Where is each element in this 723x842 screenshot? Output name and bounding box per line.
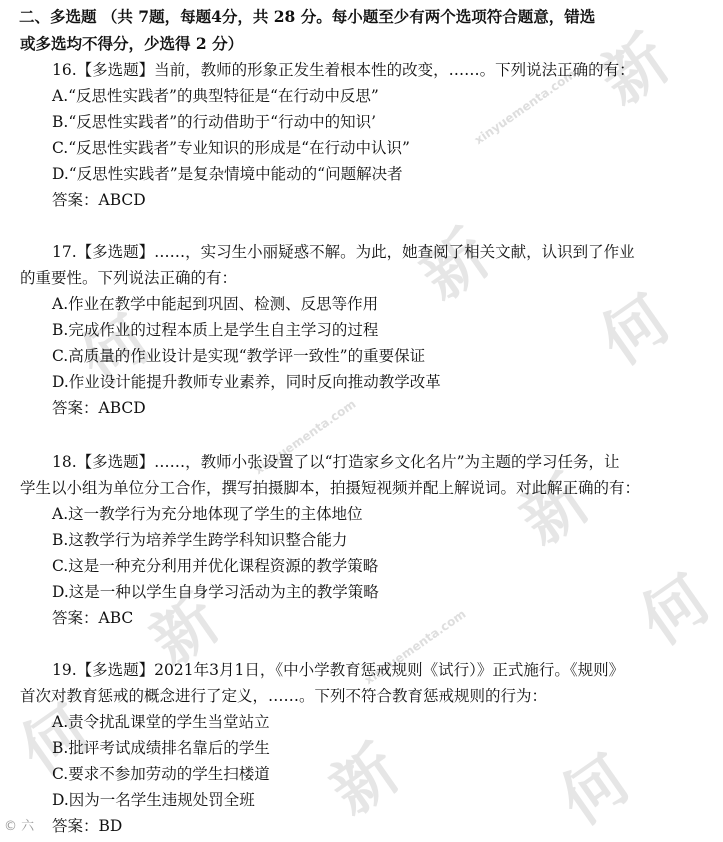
question-option: D.作业设计能提升教师专业素养，同时反向推动教学改革 xyxy=(52,373,441,391)
question-option: C.这是一种充分利用并优化课程资源的教学策略 xyxy=(52,557,379,575)
question-option: A.“反思性实践者”的典型特征是“在行动中反思” xyxy=(52,87,379,105)
question-answer: 答案：ABCD xyxy=(52,191,146,209)
watermark-glyph: 何 xyxy=(548,742,643,840)
watermark-glyph: 何 xyxy=(588,282,683,380)
watermark-glyph: 新 xyxy=(318,732,413,830)
logo-icon: © xyxy=(4,819,17,834)
question-option: D.因为一名学生违规处罚全班 xyxy=(52,791,255,809)
question-option: A.责令扰乱课堂的学生当堂站立 xyxy=(52,713,270,731)
watermark-glyph: 何 xyxy=(68,302,163,400)
question-option: B.批评考试成绩排名靠后的学生 xyxy=(52,739,270,757)
section-title-line: 二、多选题 （共 7题，每题4分，共 28 分。每小题至少有两个选项符合题意，错选 xyxy=(19,7,596,26)
question-option: C.要求不参加劳动的学生扫楼道 xyxy=(52,765,270,783)
section-title-line: 或多选均不得分，少选得 2 分） xyxy=(20,34,244,53)
question-stem: 的重要性。下列说法正确的有： xyxy=(20,269,238,287)
question-option: B.“反思性实践者”的行动借助于“行动中的知识’ xyxy=(52,113,377,131)
question-option: A.这一教学行为充分地体现了学生的主体地位 xyxy=(52,505,363,523)
question-stem: 首次对教育惩戒的概念进行了定义，……。下列不符合教育惩戒规则的行为： xyxy=(20,687,548,705)
question-answer: 答案：ABC xyxy=(52,609,134,627)
question-option: C.“反思性实践者”专业知识的形成是“在行动中认识” xyxy=(52,139,410,157)
question-option: D.“反思性实践者”是复杂情境中能动的“问题解决者 xyxy=(52,165,403,183)
question-stem: 19.【多选题】2021年3月1日，《中小学教育惩戒规则《试行）》正式施行。《规则》 xyxy=(52,661,625,679)
question-answer: 答案：BD xyxy=(52,817,123,835)
footer-logo xyxy=(4,816,34,838)
watermark-glyph: 新 xyxy=(508,462,603,560)
watermark-glyph: 新 xyxy=(408,217,503,315)
footer-logo-text: 六 xyxy=(21,819,35,834)
watermark-url: xinyuementa.com xyxy=(361,606,469,688)
question-option: B.完成作业的过程本质上是学生自主学习的过程 xyxy=(52,321,379,339)
question-answer: 答案：ABCD xyxy=(52,399,146,417)
question-stem: 学生以小组为单位分工合作，撰写拍摄脚本，拍摄短视频并配上解说词。对此解正确的有： xyxy=(20,479,641,497)
question-stem: 17.【多选题】……，实习生小丽疑惑不解。为此，她查阅了相关文献，认识到了作业 xyxy=(52,243,635,261)
question-option: A.作业在教学中能起到巩固、检测、反思等作用 xyxy=(52,295,379,313)
question-option: C.高质量的作业设计是实现“教学评一致性”的重要保证 xyxy=(52,347,426,365)
watermark-glyph: 新 xyxy=(138,582,233,680)
question-option: B.这教学行为培养学生跨学科知识整合能力 xyxy=(52,531,348,549)
watermark-glyph: 何 xyxy=(628,562,723,660)
question-stem: 18.【多选题】……，教师小张设置了以“打造家乡文化名片”为主题的学习任务，让 xyxy=(52,453,620,471)
watermark-url: xinyuementa.com xyxy=(251,396,359,478)
question-stem: 16.【多选题】当前，教师的形象正发生着根本性的改变，……。下列说法正确的有： xyxy=(52,61,635,79)
question-option: D.这是一种以学生自身学习活动为主的教学策略 xyxy=(52,583,379,601)
watermark-url: xinyuementa.com xyxy=(471,66,579,148)
watermark-glyph: 新 xyxy=(588,22,683,120)
watermark-glyph: 何 xyxy=(8,692,103,790)
